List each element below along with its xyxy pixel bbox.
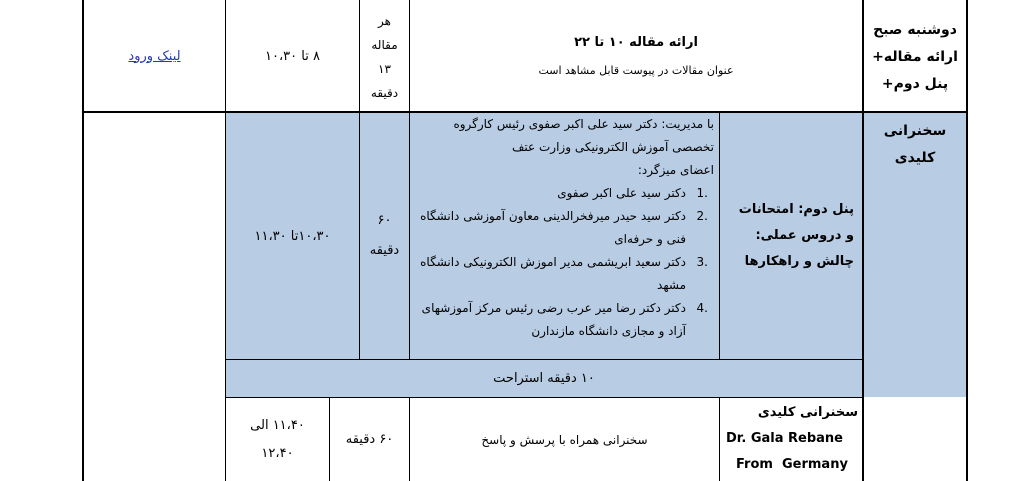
row3-speaker-name: Dr. Gala Rebane — [726, 431, 843, 446]
row3-duration: ۶۰ دقیقه — [345, 432, 394, 447]
row2-members-label: اعضای میزگرد: — [637, 163, 714, 177]
row2-time: ۱۰،۳۰تا ۱۱،۳۰ — [254, 228, 331, 244]
row2-day-cell — [864, 118, 966, 178]
row2-moderator: با مدیریت: دکتر سید علی اکبر صفوی رئیس کارگروه تخصصی آموزش الکترونیکی وزارت عتف — [453, 117, 714, 154]
row3-speaker-label: سخنرانی کلیدی — [757, 405, 858, 420]
member-item — [414, 297, 708, 343]
col-line-title-right-row2 — [719, 112, 720, 360]
row1-title: ارائه مقاله ۱۰ تا ۲۲ — [574, 35, 698, 50]
row3-topic-cell — [410, 398, 719, 481]
row1-title-cell — [410, 0, 862, 112]
member-number: .1 — [696, 186, 708, 200]
row3-speaker-cell — [722, 400, 858, 480]
row2-panel-title: پنل دوم: امتحانات و دروس عملی: چالش و راهکارها — [738, 202, 854, 269]
member-item — [414, 182, 708, 205]
member-number: .4 — [696, 301, 708, 315]
member-text: دکتر سعید ابریشمی مدیر اموزش الکترونیکی دانشگاه مشهد — [420, 255, 686, 292]
row3-duration-cell — [330, 398, 409, 481]
row3-time-cell — [226, 398, 329, 481]
member-item — [414, 205, 708, 251]
row1-day-cell — [864, 4, 966, 110]
member-text: دکتر سید حیدر میرفخرالدینی معاون آموزشی دانشگاه فنی و حرفه‌ای — [420, 209, 686, 246]
row1-time: ۸ تا ۱۰،۳۰ — [265, 48, 320, 64]
row1-day-text: دوشنبه صبح ارائه مقاله+ پنل دوم+ — [872, 21, 958, 92]
break-text: ۱۰ دقیقه استراحت — [493, 371, 595, 386]
member-number: .3 — [696, 255, 708, 269]
member-text: دکتر سید علی اکبر صفوی — [557, 186, 686, 200]
row1-subtitle: عنوان مقالات در پیوست قابل مشاهد است — [538, 64, 734, 77]
table-border-right — [966, 0, 968, 481]
member-text: دکتر دکتر رضا میر عرب رضی رئیس مرکز آموزشهای آزاد و مجازی دانشگاه مازندارن — [421, 301, 686, 338]
row3-speaker-from: From Germany — [736, 457, 848, 472]
row2-members-list — [414, 182, 714, 343]
row2-time-cell — [226, 112, 359, 360]
row3-topic: سخنرانی همراه با پرسش و پاسخ — [481, 432, 648, 447]
join-link[interactable]: لینک ورود — [128, 48, 181, 64]
break-cell — [226, 360, 862, 397]
row2-members-cell — [414, 113, 714, 359]
row1-duration: هر مقاله ۱۳ دقیقه — [370, 14, 399, 100]
row3-time: ۱۱،۴۰ الی ۱۲،۴۰ — [250, 417, 305, 461]
row2-duration: ۶۰ دقیقه — [369, 213, 400, 258]
row2-duration-cell — [360, 112, 409, 360]
col-line-duration-right-row2 — [409, 112, 410, 360]
row1-time-cell — [226, 0, 359, 112]
row1-link-cell — [84, 0, 225, 112]
row2-day-text: سخنرانی کلیدی — [883, 123, 947, 166]
row1-duration-cell — [360, 4, 409, 110]
member-number: .2 — [696, 209, 708, 223]
member-item — [414, 251, 708, 297]
row2-panel-cell — [722, 112, 862, 360]
col-line-title-right-row3 — [719, 397, 720, 481]
